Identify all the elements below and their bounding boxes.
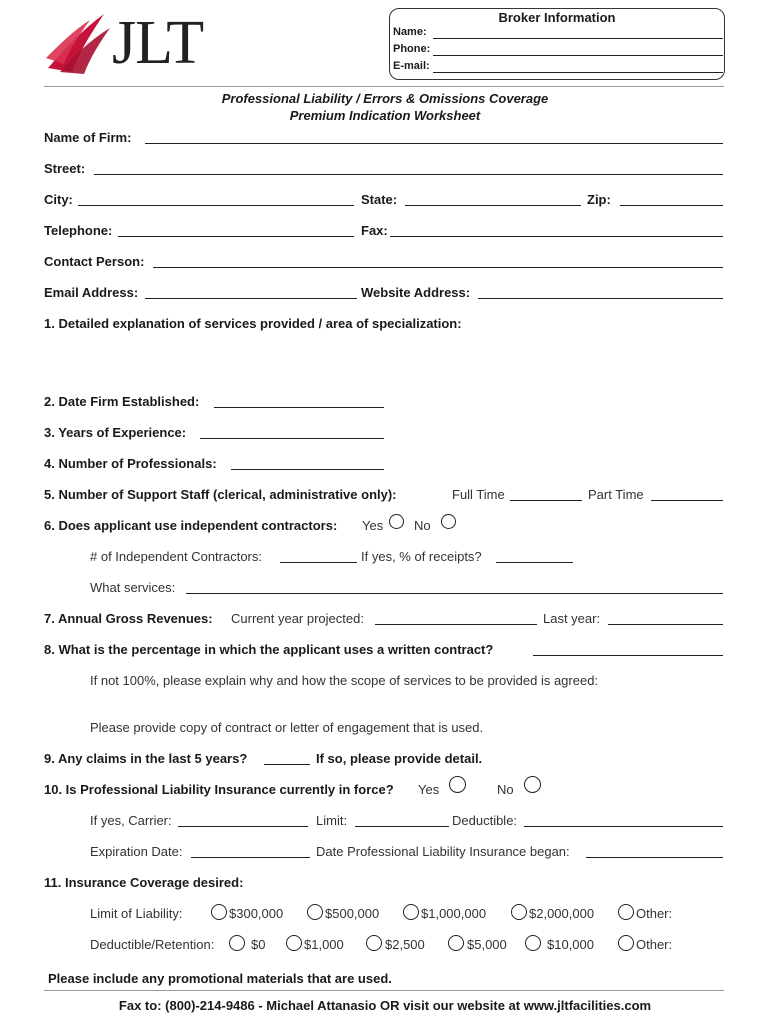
- name-of-firm-field[interactable]: [145, 143, 723, 144]
- q1-answer-area[interactable]: [44, 336, 723, 390]
- q10-carrier-field[interactable]: [178, 826, 308, 827]
- fax-field[interactable]: [390, 236, 723, 237]
- q10-deductible-label: Deductible:: [452, 813, 518, 828]
- broker-email-field[interactable]: [433, 72, 723, 73]
- website-address-field[interactable]: [478, 298, 723, 299]
- limit-500000-label: $500,000: [325, 906, 380, 921]
- q1-label: 1. Detailed explanation of services provided / area of specialization:: [44, 316, 462, 331]
- q10-no-label: No: [497, 782, 514, 797]
- q10-yes-label: Yes: [418, 782, 440, 797]
- q6-label: 6. Does applicant use independent contractors:: [44, 518, 338, 533]
- q10-expiration-label: Expiration Date:: [90, 844, 183, 859]
- q10-carrier-label: If yes, Carrier:: [90, 813, 172, 828]
- broker-name-label: Name:: [393, 26, 427, 38]
- limit-300000-label: $300,000: [229, 906, 284, 921]
- contact-person-field[interactable]: [153, 267, 723, 268]
- header-divider: [44, 86, 724, 87]
- q10-limit-field[interactable]: [355, 826, 449, 827]
- logo: [44, 8, 224, 78]
- fax-footer: Fax to: (800)-214-9486 - Michael Attanasio OR visit our website at www.jltfacilities.com: [118, 998, 652, 1013]
- q6-yes-label: Yes: [362, 518, 384, 533]
- deductible-retention-label: Deductible/Retention:: [90, 937, 215, 952]
- broker-phone-label: Phone:: [393, 43, 431, 55]
- deductible-1000-label: $1,000: [304, 937, 344, 952]
- q5-part-time-field[interactable]: [651, 500, 723, 501]
- q8-explanation-area[interactable]: [90, 692, 723, 716]
- q6-yes-radio[interactable]: [389, 514, 404, 529]
- q10-limit-label: Limit:: [316, 813, 348, 828]
- zip-field[interactable]: [620, 205, 723, 206]
- street-label: Street:: [44, 161, 86, 176]
- q5-label: 5. Number of Support Staff (clerical, administrative only):: [44, 487, 397, 502]
- q8-field[interactable]: [533, 655, 723, 656]
- email-address-label: Email Address:: [44, 285, 139, 300]
- q3-field[interactable]: [200, 438, 384, 439]
- email-address-field[interactable]: [145, 298, 357, 299]
- q7-label: 7. Annual Gross Revenues:: [44, 611, 213, 626]
- q11-label: 11. Insurance Coverage desired:: [44, 875, 244, 890]
- limit-2000000-radio[interactable]: [511, 904, 527, 920]
- q7-last-year-field[interactable]: [608, 624, 723, 625]
- deductible-10000-radio[interactable]: [525, 935, 541, 951]
- zip-label: Zip:: [587, 192, 611, 207]
- limit-other-radio[interactable]: [618, 904, 634, 920]
- limit-of-liability-label: Limit of Liability:: [90, 906, 183, 921]
- deductible-other-radio[interactable]: [618, 935, 634, 951]
- q9-label: 9. Any claims in the last 5 years?: [44, 751, 248, 766]
- q9-detail-label: If so, please provide detail.: [316, 751, 483, 766]
- promo-note: Please include any promotional materials that are used.: [48, 971, 392, 986]
- telephone-field[interactable]: [118, 236, 354, 237]
- q7-current-year-label: Current year projected:: [231, 611, 364, 626]
- telephone-label: Telephone:: [44, 223, 113, 238]
- broker-email-label: E-mail:: [393, 60, 430, 72]
- q6-contractors-count-field[interactable]: [280, 562, 357, 563]
- q6-no-label: No: [414, 518, 431, 533]
- street-field[interactable]: [94, 174, 723, 175]
- deductible-2500-radio[interactable]: [366, 935, 382, 951]
- deductible-5000-label: $5,000: [467, 937, 507, 952]
- q8-label: 8. What is the percentage in which the applicant uses a written contract?: [44, 642, 494, 657]
- broker-name-field[interactable]: [433, 38, 723, 39]
- q6-services-field[interactable]: [186, 593, 723, 594]
- form-subtitle: Premium Indication Worksheet: [289, 108, 481, 123]
- limit-other-label: Other:: [636, 906, 673, 921]
- q3-label: 3. Years of Experience:: [44, 425, 187, 440]
- city-label: City:: [44, 192, 73, 207]
- q5-full-time-label: Full Time: [452, 487, 505, 502]
- state-field[interactable]: [405, 205, 581, 206]
- limit-300000-radio[interactable]: [211, 904, 227, 920]
- q6-services-label: What services:: [90, 580, 176, 595]
- deductible-2500-label: $2,500: [385, 937, 425, 952]
- q10-no-radio[interactable]: [524, 776, 541, 793]
- q10-began-field[interactable]: [586, 857, 723, 858]
- limit-1000000-radio[interactable]: [403, 904, 419, 920]
- q6-percent-receipts-label: If yes, % of receipts?: [361, 549, 482, 564]
- deductible-0-radio[interactable]: [229, 935, 245, 951]
- deductible-0-label: $0: [251, 937, 266, 952]
- limit-2000000-label: $2,000,000: [529, 906, 595, 921]
- q10-expiration-field[interactable]: [191, 857, 310, 858]
- fax-label: Fax:: [361, 223, 388, 238]
- deductible-5000-radio[interactable]: [448, 935, 464, 951]
- deductible-1000-radio[interactable]: [286, 935, 302, 951]
- limit-1000000-label: $1,000,000: [421, 906, 487, 921]
- broker-title: Broker Information: [498, 10, 616, 25]
- broker-phone-field[interactable]: [433, 55, 723, 56]
- q10-began-label: Date Professional Liability Insurance began:: [316, 844, 570, 859]
- q5-full-time-field[interactable]: [510, 500, 582, 501]
- q10-label: 10. Is Professional Liability Insurance currently in force?: [44, 782, 394, 797]
- state-label: State:: [361, 192, 398, 207]
- deductible-10000-label: $10,000: [547, 937, 594, 952]
- q4-field[interactable]: [231, 469, 384, 470]
- q2-label: 2. Date Firm Established:: [44, 394, 200, 409]
- footer-divider: [44, 990, 724, 991]
- q4-label: 4. Number of Professionals:: [44, 456, 217, 471]
- q6-no-radio[interactable]: [441, 514, 456, 529]
- website-address-label: Website Address:: [361, 285, 471, 300]
- limit-500000-radio[interactable]: [307, 904, 323, 920]
- q7-current-year-field[interactable]: [375, 624, 537, 625]
- contact-person-label: Contact Person:: [44, 254, 145, 269]
- logo-mark-icon: [44, 10, 114, 74]
- q10-deductible-field[interactable]: [524, 826, 723, 827]
- city-field[interactable]: [78, 205, 354, 206]
- q6-contractors-count-label: # of Independent Contractors:: [90, 549, 263, 564]
- q8-note: If not 100%, please explain why and how the scope of services to be provided is agreed:: [90, 673, 599, 688]
- deductible-other-label: Other:: [636, 937, 673, 952]
- q7-last-year-label: Last year:: [543, 611, 601, 626]
- logo-text: JLT: [112, 9, 204, 77]
- q6-percent-receipts-field[interactable]: [496, 562, 573, 563]
- q5-part-time-label: Part Time: [588, 487, 644, 502]
- q9-field[interactable]: [264, 764, 310, 765]
- q2-field[interactable]: [214, 407, 384, 408]
- q8-copy-note: Please provide copy of contract or letter of engagement that is used.: [90, 720, 484, 735]
- name-of-firm-label: Name of Firm:: [44, 130, 132, 145]
- form-title: Professional Liability / Errors & Omissions Coverage: [221, 91, 549, 106]
- q10-yes-radio[interactable]: [449, 776, 466, 793]
- broker-info-box: [389, 8, 725, 80]
